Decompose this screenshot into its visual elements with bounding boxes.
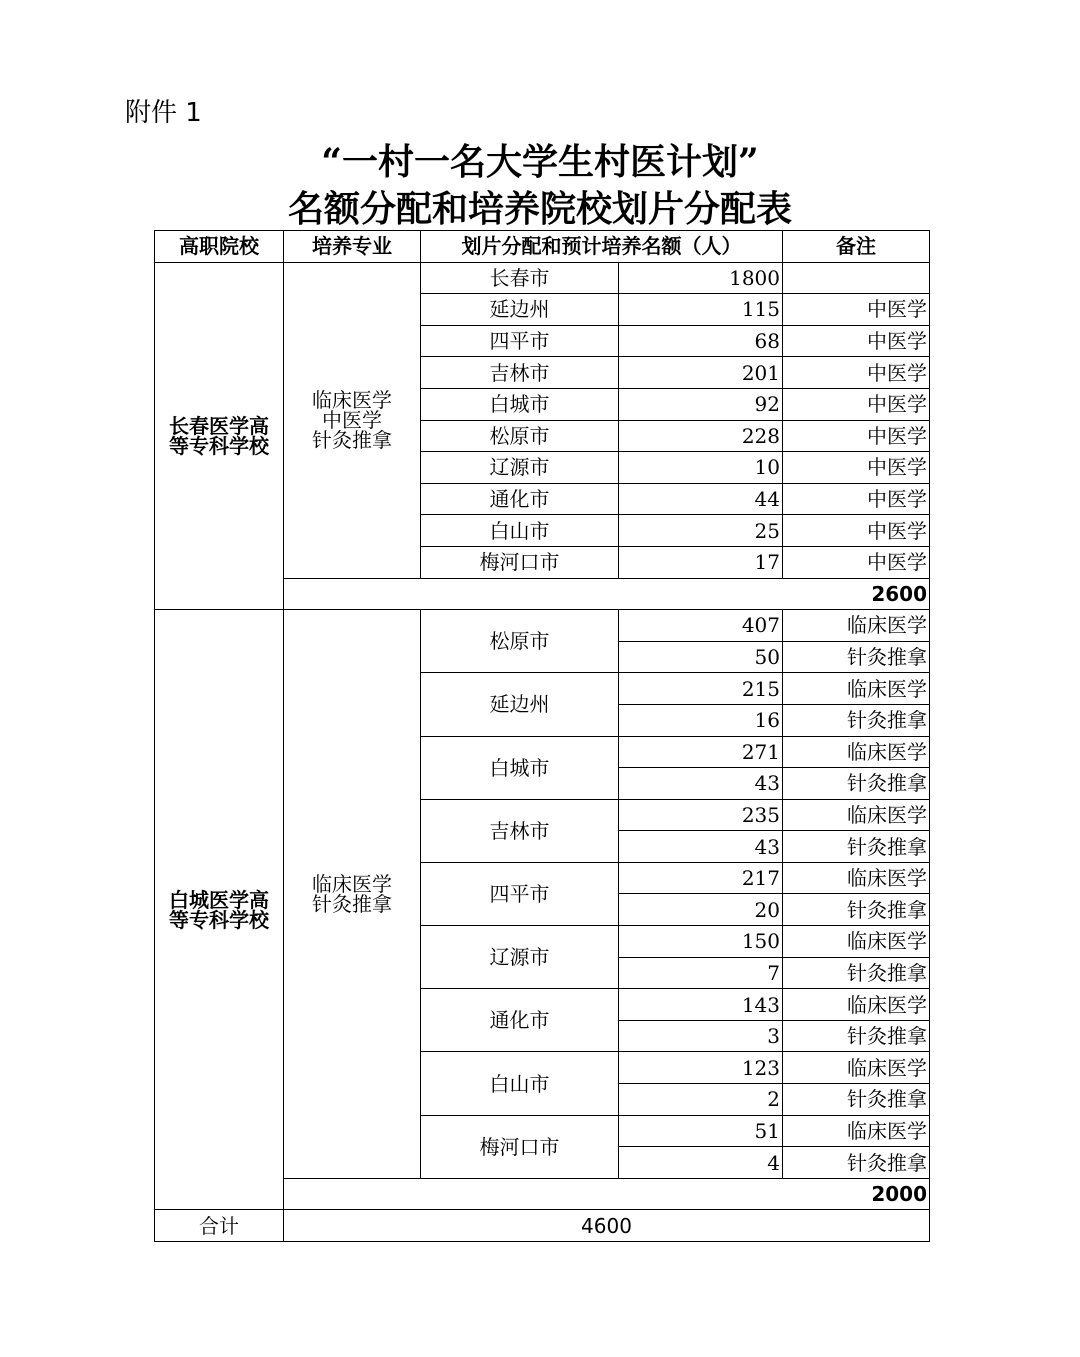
remark-cell: 针灸推拿 [783,768,930,800]
remark-cell: 中医学 [783,452,930,484]
remark-cell: 针灸推拿 [783,1020,930,1052]
total-value-cell: 4600 [284,1210,930,1242]
count-cell: 143 [619,989,783,1021]
count-cell: 17 [619,546,783,578]
remark-cell: 针灸推拿 [783,641,930,673]
total-label-cell: 合计 [155,1210,284,1242]
remark-cell [783,262,930,294]
document-title-line1: “一村一名大学生村医计划” [321,141,759,183]
count-cell: 123 [619,1052,783,1084]
city-cell: 长春市 [421,262,619,294]
city-cell: 吉林市 [421,357,619,389]
count-cell: 43 [619,768,783,800]
school-name-line: 白城医学高 [169,887,269,912]
remark-cell: 中医学 [783,420,930,452]
city-cell: 梅河口市 [421,546,619,578]
count-cell: 10 [619,452,783,484]
count-cell: 3 [619,1020,783,1052]
remark-cell: 临床医学 [783,736,930,768]
remark-cell: 针灸推拿 [783,704,930,736]
document-title-line2: 名额分配和培养院校划片分配表 [287,188,792,230]
city-cell: 梅河口市 [421,1115,619,1178]
city-cell: 白山市 [421,515,619,547]
major-line: 临床医学 [312,871,392,896]
count-cell: 50 [619,641,783,673]
major-cell [284,610,421,1179]
remark-cell: 针灸推拿 [783,894,930,926]
remark-cell: 临床医学 [783,926,930,958]
count-cell: 92 [619,388,783,420]
city-cell: 四平市 [421,325,619,357]
city-cell: 延边州 [421,673,619,736]
total-row [155,1210,930,1242]
city-cell: 吉林市 [421,799,619,862]
header-school: 高职院校 [155,231,284,263]
city-cell: 辽源市 [421,926,619,989]
count-cell: 150 [619,926,783,958]
count-cell: 235 [619,799,783,831]
school-name-cell [155,610,284,1210]
school-name-line: 长春医学高 [169,413,269,438]
count-cell: 217 [619,862,783,894]
count-cell: 68 [619,325,783,357]
header-allocation: 划片分配和预计培养名额（人） [421,231,783,263]
remark-cell: 临床医学 [783,610,930,642]
major-line: 临床医学 [312,388,392,413]
remark-cell: 针灸推拿 [783,1147,930,1179]
allocation-table [154,230,930,1242]
school-name-cell [155,262,284,610]
count-cell: 271 [619,736,783,768]
remark-cell: 中医学 [783,483,930,515]
city-cell: 白山市 [421,1052,619,1115]
count-cell: 25 [619,515,783,547]
city-cell: 通化市 [421,483,619,515]
city-cell: 松原市 [421,420,619,452]
city-cell: 四平市 [421,862,619,925]
city-cell: 延边州 [421,294,619,326]
remark-cell: 针灸推拿 [783,831,930,863]
remark-cell: 中医学 [783,294,930,326]
count-cell: 51 [619,1115,783,1147]
count-cell: 215 [619,673,783,705]
count-cell: 4 [619,1147,783,1179]
count-cell: 43 [619,831,783,863]
city-cell: 辽源市 [421,452,619,484]
count-cell: 1800 [619,262,783,294]
table-header-row [155,231,930,263]
major-line: 中医学 [322,408,382,433]
major-line: 针灸推拿 [312,428,392,453]
header-major: 培养专业 [284,231,421,263]
table-row [155,610,930,642]
remark-cell: 中医学 [783,388,930,420]
allocation-table-body [155,231,930,1242]
attachment-label: 附件 1 [125,98,202,128]
count-cell: 115 [619,294,783,326]
remark-cell: 临床医学 [783,1052,930,1084]
table-row [155,262,930,294]
count-cell: 407 [619,610,783,642]
subtotal-cell: 2000 [284,1178,930,1210]
remark-cell: 中医学 [783,515,930,547]
city-cell: 松原市 [421,610,619,673]
remark-cell: 临床医学 [783,799,930,831]
count-cell: 2 [619,1084,783,1116]
count-cell: 7 [619,957,783,989]
school-name-line: 等专科学校 [169,907,269,932]
remark-cell: 临床医学 [783,1115,930,1147]
count-cell: 201 [619,357,783,389]
remark-cell: 临床医学 [783,989,930,1021]
header-remarks: 备注 [783,231,930,263]
subtotal-cell: 2600 [284,578,930,610]
school-name-line: 等专科学校 [169,433,269,458]
remark-cell: 临床医学 [783,673,930,705]
count-cell: 44 [619,483,783,515]
major-cell [284,262,421,578]
city-cell: 白城市 [421,388,619,420]
remark-cell: 临床医学 [783,862,930,894]
city-cell: 白城市 [421,736,619,799]
remark-cell: 针灸推拿 [783,957,930,989]
major-line: 针灸推拿 [312,891,392,916]
remark-cell: 中医学 [783,357,930,389]
remark-cell: 针灸推拿 [783,1084,930,1116]
remark-cell: 中医学 [783,546,930,578]
count-cell: 16 [619,704,783,736]
city-cell: 通化市 [421,989,619,1052]
count-cell: 228 [619,420,783,452]
remark-cell: 中医学 [783,325,930,357]
count-cell: 20 [619,894,783,926]
